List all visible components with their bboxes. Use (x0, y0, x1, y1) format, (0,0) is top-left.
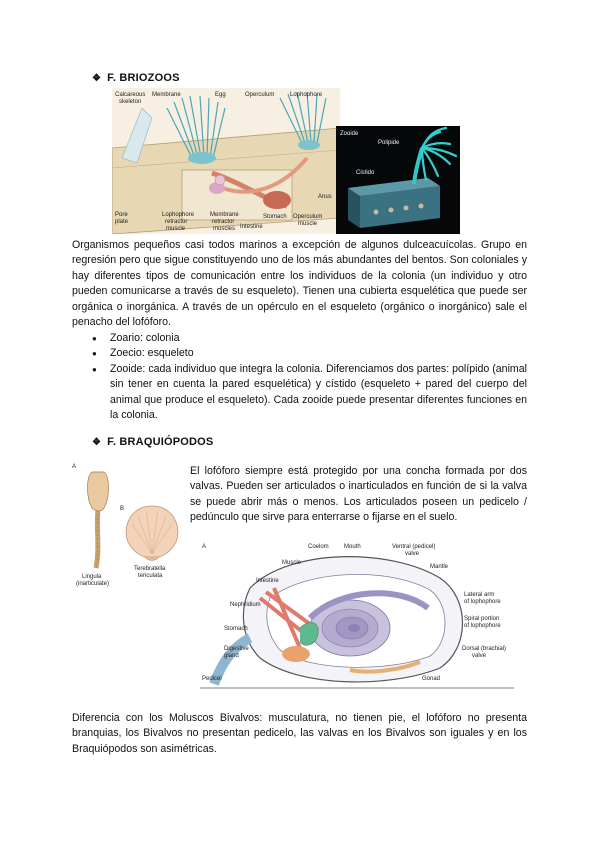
label-muscle: Muscle (282, 560, 302, 566)
label-a: A (72, 464, 77, 470)
label-spiral-portion: Spiral portion (464, 616, 500, 622)
label-intestine: Intestine (240, 224, 263, 230)
label-plate: plate (115, 219, 129, 225)
bryozoan-anatomy-figure (112, 88, 340, 234)
label-ventral: Ventral (pedicel) (392, 544, 436, 550)
section-heading-braquiopodos (92, 436, 213, 448)
label-inarticulate: (inarticulate) (76, 581, 110, 587)
label-dorsal: Dorsal (brachial) (462, 646, 507, 652)
section-heading-briozoos (92, 72, 180, 84)
label-valve: valve (405, 551, 420, 557)
label-muscle-2: muscle (298, 221, 318, 227)
list-item: ● Zooide: cada individuo que integra la colonia. Diferenciamos dos partes: polípido (animal sin tener en cuenta la pared esquelética) y cístido (esqueleto + pared del cuerpo del animal que produce el esqueleto). Cada zooide puede presentar diferentes funciones en la colonia. (92, 362, 527, 424)
label-muscle: muscle (166, 226, 186, 232)
label-valve-2: valve (472, 653, 487, 659)
label-digestive: Digestive (224, 646, 249, 652)
label-cistido: Cistido (356, 170, 375, 176)
label-gonad: Gonad (422, 676, 441, 682)
label-lophophore-retractor: Lophophore (162, 212, 195, 218)
briozoos-paragraph: Organismos pequeños casi todos marinos a excepción de algunos dulceacuícolas. Grupo en regresión pero que sigue constituyendo uno de los más abundantes del bentos. Son coloniales y hay diferentes tipos de comunicación entre los individuos de la colonia (un individuo y otro pueden comunicarse a través de su esqueleto). Tienen una cubierta esquelética que puede ser orgánica o inorgánica. A través de un opérculo en el esqueleto (orgánico o inorgánico) sale el penacho del lofóforo. (72, 239, 527, 329)
label-polipide: Polipide (378, 140, 400, 146)
label-species: tericulata (138, 573, 163, 579)
label-membrane: Membrane (152, 92, 181, 98)
label-retractor: retractor (165, 219, 188, 225)
label-a: A (202, 544, 207, 550)
label-membrane-2: Membrane (210, 212, 239, 218)
diamond-bullet-icon: ❖ (92, 72, 102, 84)
label-operculum-2: Operculum (293, 214, 323, 220)
label-calcareous: Calcareous (115, 92, 146, 98)
label-of-lophophore-2: of lophophore (464, 623, 501, 629)
label-nephridium: Nephridium (230, 602, 261, 608)
label-coelom: Coelom (308, 544, 329, 550)
label-pore: Pore (115, 212, 128, 218)
brachiopod-shells-figure (68, 458, 188, 590)
label-mouth: Mouth (344, 544, 361, 550)
label-lateral-arm: Lateral arm (464, 592, 495, 598)
label-retractor-2: retractor (212, 219, 235, 225)
heading-text: F. BRAQUIÓPODOS (107, 436, 214, 448)
label-mantle: Mantle (430, 564, 449, 570)
label-muscles: muscles (213, 226, 236, 232)
zooid-model-figure (336, 126, 460, 234)
diamond-bullet-icon: ❖ (92, 436, 102, 448)
label-of-lophophore: of lophophore (464, 599, 501, 605)
label-egg: Egg (215, 92, 226, 98)
brachiopod-anatomy-figure (200, 538, 514, 692)
closing-paragraph: Diferencia con los Moluscos Bivalvos: musculatura, no tienen pie, el lofóforo no presenta branquias, los Bivalvos no presentan pedicelo, las valvas en los Bivalvos son iguales y en los Braquiópodos son asimétricas. (72, 712, 527, 755)
label-intestine: Intestine (256, 578, 279, 584)
label-stomach: Stomach (263, 214, 287, 220)
label-lingula: Lingula (82, 574, 102, 580)
label-skeleton: skeleton (119, 99, 142, 105)
label-zooide: Zooide (340, 131, 359, 137)
heading-text: F. BRIOZOOS (107, 72, 180, 84)
label-stomach: Stomach (224, 626, 248, 632)
label-anus: Anus (318, 194, 332, 200)
list-item: ● Zoecio: esqueleto (92, 346, 527, 361)
label-pedicel: Pedicel (202, 676, 222, 682)
briozoos-bullet-list (92, 331, 527, 423)
label-terebratella: Terebratella (134, 566, 166, 572)
label-gland: gland (224, 653, 239, 659)
label-lophophore: Lophophore (290, 92, 323, 98)
label-b: B (120, 506, 125, 512)
label-operculum: Operculum (245, 92, 275, 98)
list-item: ● Zoario: colonia (92, 331, 527, 346)
braquiopodos-paragraph: El lofóforo siempre está protegido por una concha formada por dos valvas. Pueden ser articulados o inarticulados en función de si la valva se puede abrir más o menos. Los articulados poseen un pedicelo / pedúnculo que sirve para enterrarse o fijarse en el suelo. (190, 465, 527, 524)
